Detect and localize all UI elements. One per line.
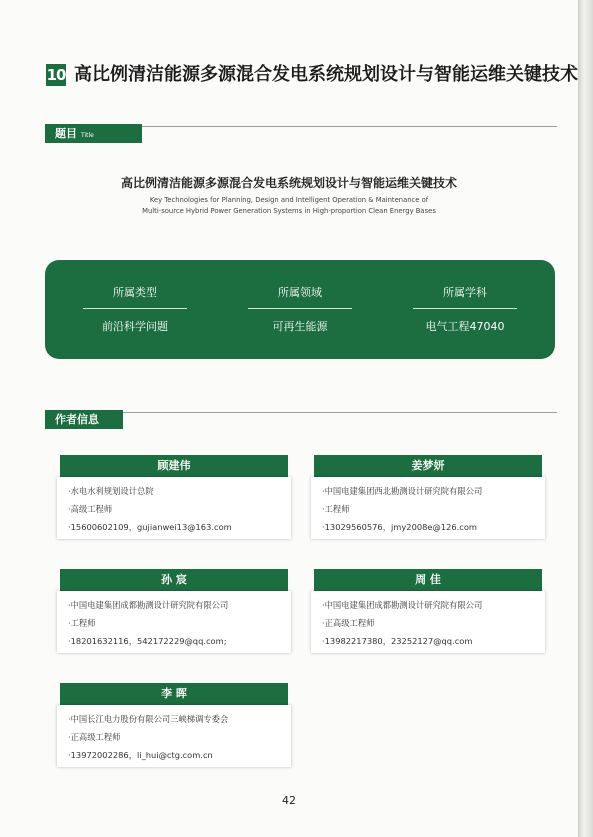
authors-section-bar xyxy=(45,410,123,429)
author-contact: ·13029560576，jmy2008e@126.com xyxy=(322,522,478,532)
author-name: 孙 宸 xyxy=(60,569,288,591)
author-title: ·正高级工程师 xyxy=(322,618,375,628)
project-en-title-line1: Key Technologies for Planning, Design and Intelligent Operation & Maintenance of xyxy=(149,196,429,204)
author-organization: ·中国电建集团成都勘测设计研究院有限公司 xyxy=(322,600,483,610)
author-name: 姜梦妍 xyxy=(314,455,542,477)
author-organization: ·中国电建集团西北勘测设计研究院有限公司 xyxy=(322,486,483,496)
project-cn-title: 高比例清洁能源多源混合发电系统规划设计与智能运维关键技术 xyxy=(120,176,457,190)
page-edge xyxy=(578,0,593,837)
author-details xyxy=(57,705,291,767)
author-contact: ·15600602109，gujianwei13@163.com xyxy=(68,522,232,532)
author-title: ·正高级工程师 xyxy=(68,732,121,742)
field-value: 可再生能源 xyxy=(272,320,328,333)
author-title: ·工程师 xyxy=(68,618,96,628)
author-contact: ·13982217380，23252127@qq.com xyxy=(322,636,473,646)
author-organization: ·水电水利规划设计总院 xyxy=(68,486,154,496)
page-number: 42 xyxy=(282,794,296,807)
title-section-bar xyxy=(45,124,142,143)
discipline-label: 所属学科 xyxy=(443,286,487,299)
title-section-label: 题目 xyxy=(55,127,77,140)
author-title: ·高级工程师 xyxy=(68,504,113,514)
author-details xyxy=(311,477,545,539)
author-contact: ·13972002286，li_hui@ctg.com.cn xyxy=(68,750,213,760)
field-divider xyxy=(248,308,352,309)
discipline-value: 电气工程47040 xyxy=(425,320,505,333)
type-divider xyxy=(83,308,187,309)
author-organization: ·中国长江电力股份有限公司三峡梯调专委会 xyxy=(68,714,229,724)
project-number-badge: 10 xyxy=(46,66,66,84)
type-value: 前沿科学问题 xyxy=(102,320,168,333)
type-label: 所属类型 xyxy=(113,286,157,299)
author-details xyxy=(57,591,291,653)
field-label: 所属领域 xyxy=(278,286,322,299)
author-organization: ·中国电建集团成都勘测设计研究院有限公司 xyxy=(68,600,229,610)
author-name: 顾建伟 xyxy=(60,455,288,477)
title-section-label-en: Title xyxy=(81,132,94,139)
author-name: 周 佳 xyxy=(314,569,542,591)
author-contact: ·18201632116，542172229@qq.com; xyxy=(68,636,227,646)
authors-section-rule xyxy=(123,412,557,413)
project-en-title-line2: Multi-source Hybrid Power Generation Systems in High-proportion Clean Energy Bases xyxy=(142,207,436,215)
author-name: 李 晖 xyxy=(60,683,288,705)
author-title: ·工程师 xyxy=(322,504,350,514)
discipline-divider xyxy=(413,308,517,309)
classification-panel xyxy=(45,260,555,359)
author-details xyxy=(311,591,545,653)
author-details xyxy=(57,477,291,539)
title-section-rule xyxy=(142,126,557,127)
page-title: 高比例清洁能源多源混合发电系统规划设计与智能运维关键技术 xyxy=(74,64,578,85)
authors-section-label: 作者信息 xyxy=(55,413,99,426)
